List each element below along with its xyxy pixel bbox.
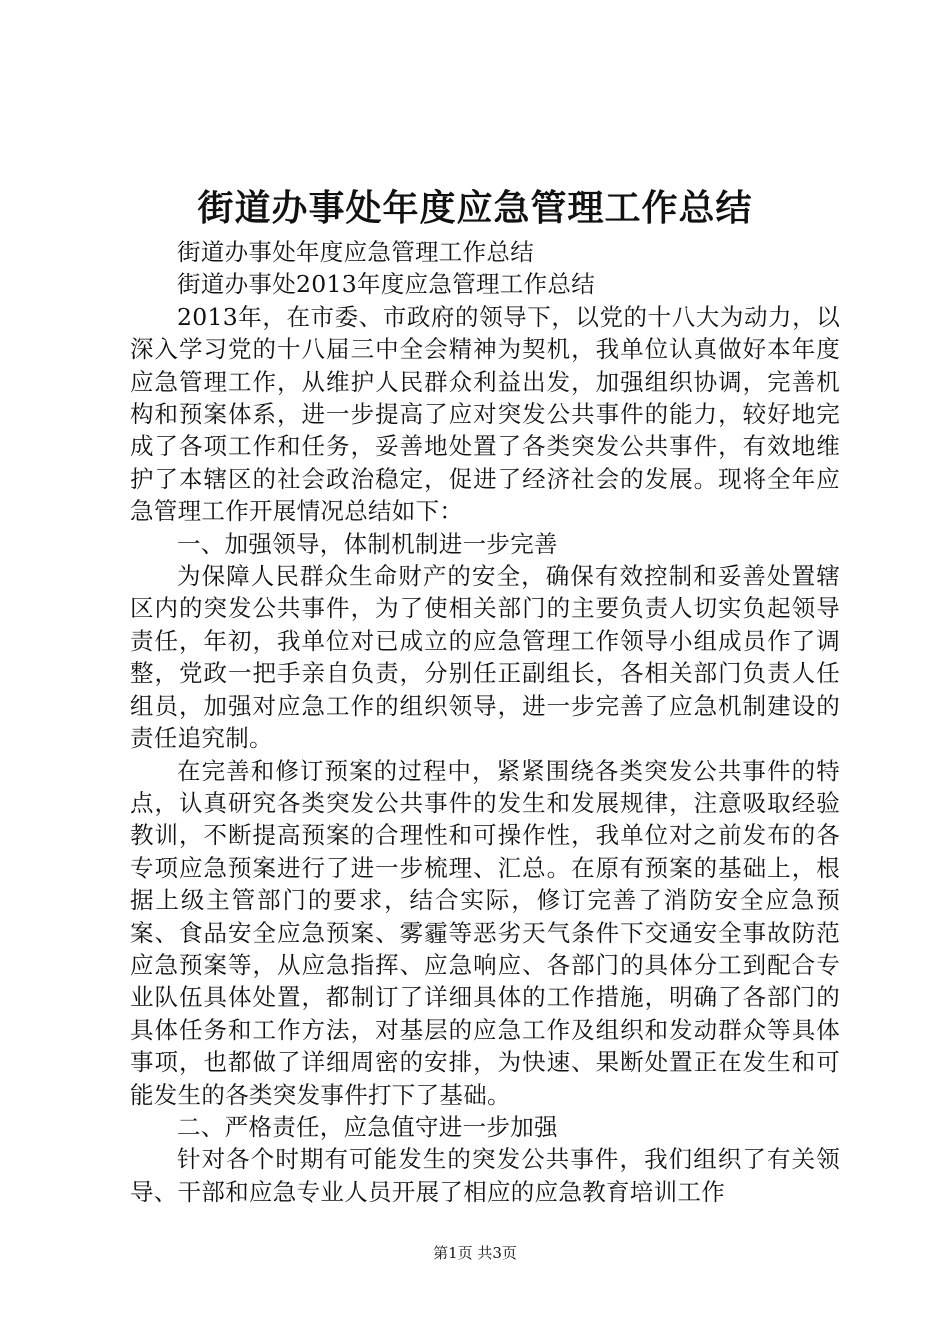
paragraph-plans: 在完善和修订预案的过程中，紧紧围绕各类突发公共事件的特点，认真研究各类突发公共事件的发生和发展规律，注意吸取经验教训，不断提高预案的合理性和可操作性，我单位对之前发布的各专项应急预案进行了进一步梳理、汇总。在原有预案的基础上，根据上级主管部门的要求，结合实际，修订完善了消防安全应急预案、食品安全应急预案、雾霾等恶劣天气条件下交通安全事故防范应急预案等，从应急指挥、应急响应、各部门的具体分工到配合专业队伍具体处置，都制订了详细具体的工作措施，明确了各部门的具体任务和工作方法，对基层的应急工作及组织和发动群众等具体事项，也都做了详细周密的安排，为快速、果断处置正在发生和可能发生的各类突发事件打下了基础。 [130, 756, 840, 1109]
paragraph-subtitle-year: 街道办事处2013年度应急管理工作总结 [177, 270, 596, 299]
page-footer: 第1页 共3页 [433, 1244, 517, 1262]
paragraph-subtitle: 街道办事处年度应急管理工作总结 [177, 238, 534, 266]
paragraph-leadership: 为保障人民群众生命财产的安全，确保有效控制和妥善处置辖区内的突发公共事件，为了使相关部门的主要负责人切实负起领导责任，年初，我单位对已成立的应急管理工作领导小组成员作了调整，党政一把手亲自负责，分别任正副组长，各相关部门负责人任组员，加强对应急工作的组织领导，进一步完善了应急机制建设的责任追究制。 [130, 562, 840, 753]
paragraph-training: 针对各个时期有可能发生的突发公共事件，我们组织了有关领导、干部和应急专业人员开展了相应的应急教育培训工作 [130, 1145, 840, 1206]
section-heading-2: 二、严格责任，应急值守进一步加强 [177, 1112, 558, 1141]
document-body [130, 236, 840, 1208]
section-heading-1: 一、加强领导，体制机制进一步完善 [177, 529, 558, 558]
paragraph-intro: 2013年，在市委、市政府的领导下，以党的十八大为动力，以深入学习党的十八届三中全会精神为契机，我单位认真做好本年度应急管理工作，从维护人民群众利益出发，加强组织协调，完善机构和预案体系，进一步提高了应对突发公共事件的能力，较好地完成了各项工作和任务，妥善地处置了各类突发公共事件，有效地维护了本辖区的社会政治稳定，促进了经济社会的发展。现将全年应急管理工作开展情况总结如下： [130, 302, 840, 526]
document-title: 街道办事处年度应急管理工作总结 [197, 187, 753, 229]
